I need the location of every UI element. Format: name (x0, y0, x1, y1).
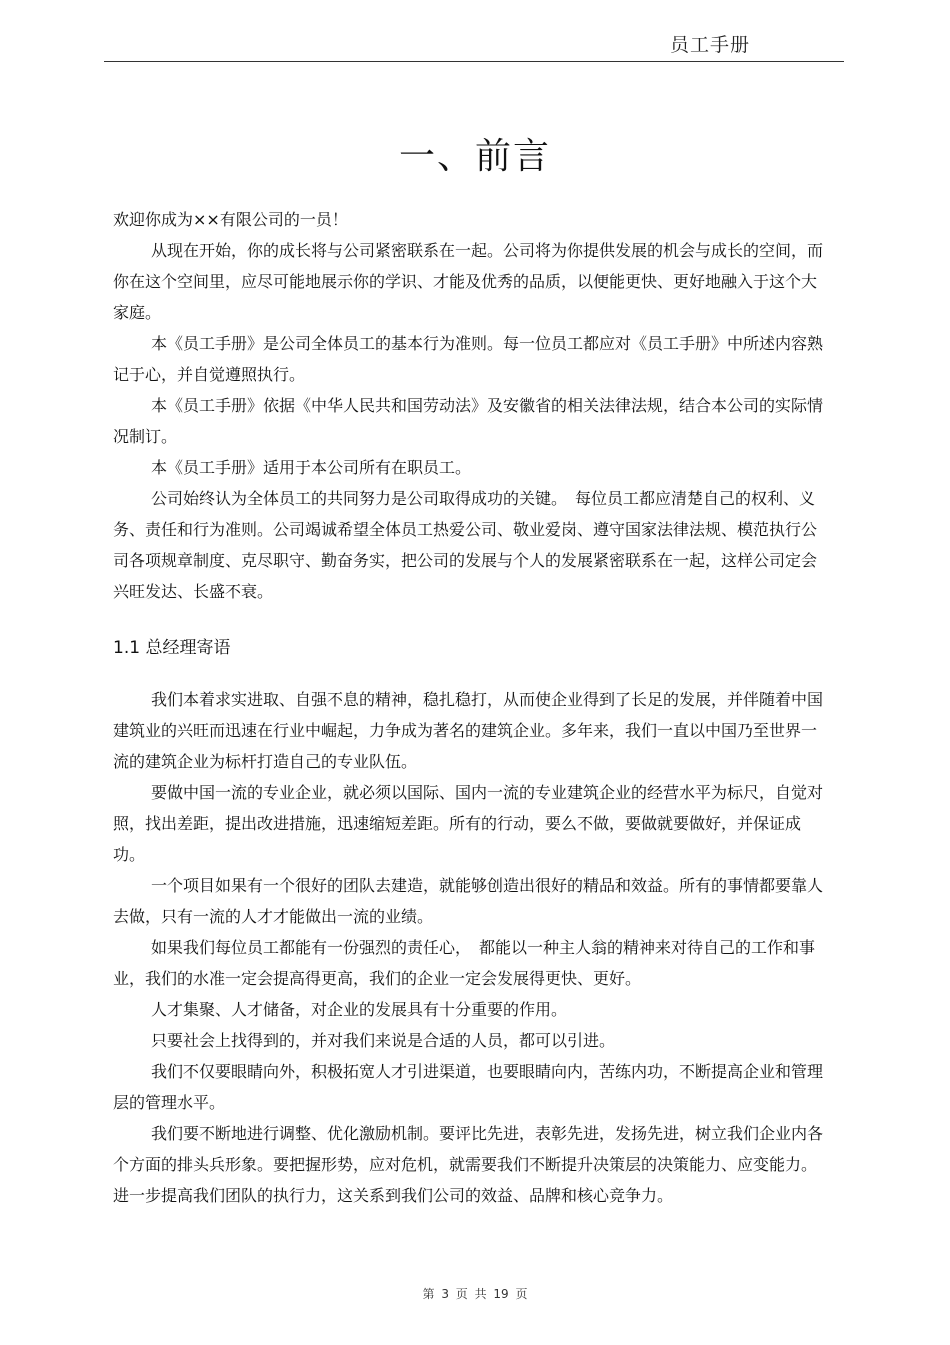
message-paragraph: 要做中国一流的专业企业，就必须以国际、国内一流的专业建筑企业的经营水平为标尺，自觉对照，找出差距，提出改进措施，迅速缩短差距。所有的行动，要么不做，要做就要做好，并保证成功。 (113, 783, 824, 864)
header-divider (104, 61, 844, 62)
chapter-title: 一、前言 (398, 136, 551, 177)
message-paragraph: 我们要不断地进行调整、优化激励机制。要评比先进，表彰先进，发扬先进，树立我们企业内各个方面的排头兵形象。要把握形势，应对危机，就需要我们不断提升决策层的决策能力、应变能力。进一步提高我们团队的执行力，这关系到我们公司的效益、品牌和核心竞争力。 (113, 1124, 824, 1205)
message-paragraph: 一个项目如果有一个很好的团队去建造，就能够创造出很好的精品和效益。所有的事情都要靠人去做，只有一流的人才才能做出一流的业绩。 (113, 876, 824, 926)
message-paragraph: 我们不仅要眼睛向外，积极拓宽人才引进渠道，也要眼睛向内，苦练内功，不断提高企业和管理层的管理水平。 (113, 1062, 824, 1112)
intro-paragraph: 欢迎你成为××有限公司的一员！ (113, 210, 348, 229)
message-paragraph: 如果我们每位员工都能有一份强烈的责任心， 都能以一种主人翁的精神来对待自己的工作和事业，我们的水准一定会提高得更高，我们的企业一定会发展得更快、更好。 (113, 938, 816, 988)
general-manager-message (113, 684, 825, 1211)
page-header-title: 员工手册 (669, 34, 750, 56)
message-paragraph: 我们本着求实进取、自强不息的精神，稳扎稳打，从而使企业得到了长足的发展，并伴随着中国建筑业的兴旺而迅速在行业中崛起，力争成为著名的建筑企业。多年来，我们一直以中国乃至世界一流的建筑企业为标杆打造自己的专业队伍。 (113, 690, 824, 771)
message-paragraph: 只要社会上找得到的，并对我们来说是合适的人员，都可以引进。 (151, 1031, 616, 1050)
intro-paragraph: 本《员工手册》依据《中华人民共和国劳动法》及安徽省的相关法律法规，结合本公司的实际情况制订。 (113, 396, 824, 446)
intro-paragraph: 公司始终认为全体员工的共同努力是公司取得成功的关键。 每位员工都应清楚自己的权利、义务、责任和行为准则。公司竭诚希望全体员工热爱公司、敬业爱岗、遵守国家法律法规、模范执行公司各项规章制度、克尽职守、勤奋务实，把公司的发展与个人的发展紧密联系在一起，这样公司定会兴旺发达、长盛不衰。 (113, 489, 818, 601)
intro-paragraph: 从现在开始，你的成长将与公司紧密联系在一起。公司将为你提供发展的机会与成长的空间，而你在这个空间里，应尽可能地展示你的学识、才能及优秀的品质，以便能更快、更好地融入于这个大家庭。 (113, 241, 824, 322)
section-heading-1-1: 1.1 总经理寄语 (113, 638, 231, 658)
message-paragraph: 人才集聚、人才储备，对企业的发展具有十分重要的作用。 (151, 1000, 568, 1019)
intro-paragraph: 本《员工手册》适用于本公司所有在职员工。 (151, 458, 472, 477)
intro-section (113, 204, 825, 607)
page-number-footer: 第 3 页 共 19 页 (422, 1287, 528, 1301)
intro-paragraph: 本《员工手册》是公司全体员工的基本行为准则。每一位员工都应对《员工手册》中所述内容熟记于心，并自觉遵照执行。 (113, 334, 824, 384)
